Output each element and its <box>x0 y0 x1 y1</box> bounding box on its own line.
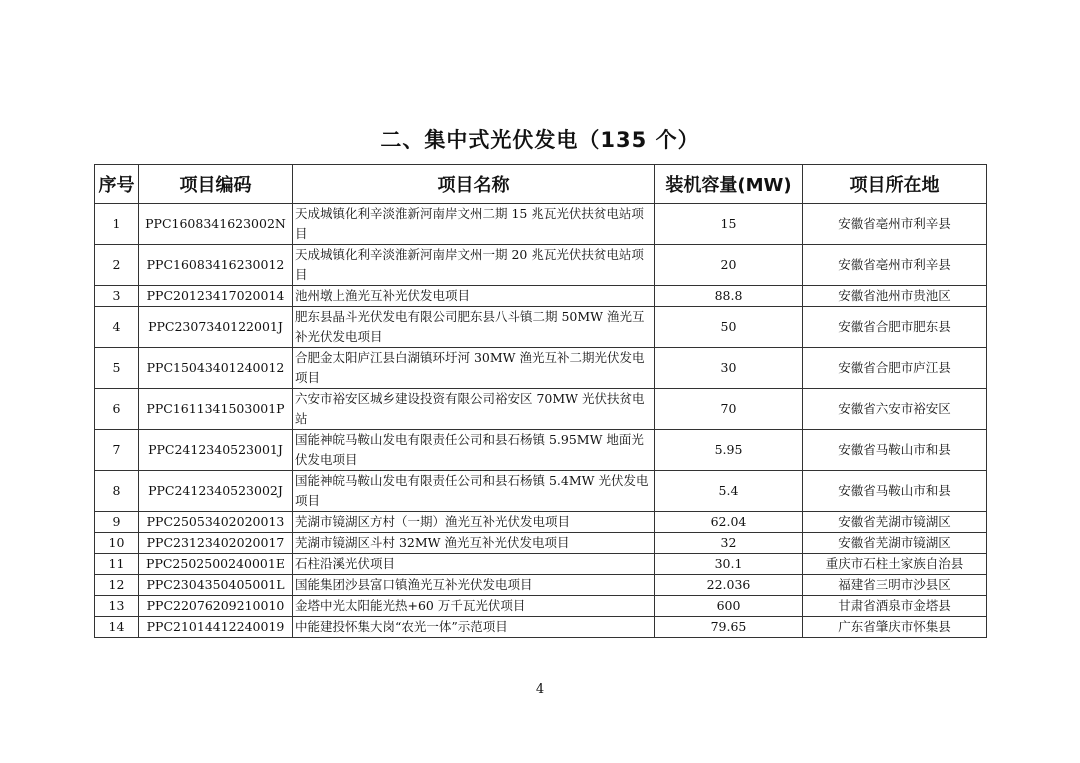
cell-name: 合肥金太阳庐江县白湖镇环圩河 30MW 渔光互补二期光伏发电项目 <box>293 348 655 389</box>
cell-code: PPC20123417020014 <box>139 286 293 307</box>
cell-name: 石柱沿溪光伏项目 <box>293 554 655 575</box>
cell-capacity: 600 <box>655 596 803 617</box>
header-capacity: 装机容量(MW) <box>655 165 803 204</box>
cell-location: 安徽省合肥市肥东县 <box>803 307 987 348</box>
cell-no: 4 <box>95 307 139 348</box>
cell-location: 安徽省六安市裕安区 <box>803 389 987 430</box>
cell-capacity: 5.4 <box>655 471 803 512</box>
cell-code: PPC1608341623002N <box>139 204 293 245</box>
cell-code: PPC2412340523002J <box>139 471 293 512</box>
cell-capacity: 30 <box>655 348 803 389</box>
cell-capacity: 30.1 <box>655 554 803 575</box>
table-row <box>95 596 987 617</box>
table-row <box>95 471 987 512</box>
cell-no: 11 <box>95 554 139 575</box>
cell-capacity: 32 <box>655 533 803 554</box>
cell-code: PPC15043401240012 <box>139 348 293 389</box>
cell-capacity: 5.95 <box>655 430 803 471</box>
cell-capacity: 79.65 <box>655 617 803 638</box>
table-row <box>95 389 987 430</box>
cell-no: 7 <box>95 430 139 471</box>
cell-capacity: 88.8 <box>655 286 803 307</box>
cell-no: 2 <box>95 245 139 286</box>
cell-location: 安徽省马鞍山市和县 <box>803 430 987 471</box>
cell-no: 9 <box>95 512 139 533</box>
cell-capacity: 50 <box>655 307 803 348</box>
cell-name: 金塔中光太阳能光热+60 万千瓦光伏项目 <box>293 596 655 617</box>
table-row <box>95 307 987 348</box>
cell-capacity: 20 <box>655 245 803 286</box>
header-no: 序号 <box>95 165 139 204</box>
cell-name: 国能集团沙县富口镇渔光互补光伏发电项目 <box>293 575 655 596</box>
cell-no: 12 <box>95 575 139 596</box>
cell-location: 福建省三明市沙县区 <box>803 575 987 596</box>
table-row <box>95 348 987 389</box>
cell-name: 国能神皖马鞍山发电有限责任公司和县石杨镇 5.4MW 光伏发电项目 <box>293 471 655 512</box>
page-number: 4 <box>535 682 545 697</box>
table-row <box>95 575 987 596</box>
cell-no: 10 <box>95 533 139 554</box>
cell-no: 8 <box>95 471 139 512</box>
cell-capacity: 62.04 <box>655 512 803 533</box>
cell-code: PPC16083416230012 <box>139 245 293 286</box>
cell-no: 6 <box>95 389 139 430</box>
table-row <box>95 617 987 638</box>
cell-no: 5 <box>95 348 139 389</box>
cell-name: 肥东县晶斗光伏发电有限公司肥东县八斗镇二期 50MW 渔光互补光伏发电项目 <box>293 307 655 348</box>
cell-code: PPC25053402020013 <box>139 512 293 533</box>
cell-code: PPC23123402020017 <box>139 533 293 554</box>
header-name: 项目名称 <box>293 165 655 204</box>
cell-location: 安徽省马鞍山市和县 <box>803 471 987 512</box>
cell-location: 安徽省亳州市利辛县 <box>803 245 987 286</box>
cell-location: 安徽省合肥市庐江县 <box>803 348 987 389</box>
cell-code: PPC2502500240001E <box>139 554 293 575</box>
cell-code: PPC21014412240019 <box>139 617 293 638</box>
cell-location: 安徽省池州市贵池区 <box>803 286 987 307</box>
cell-location: 安徽省芜湖市镜湖区 <box>803 533 987 554</box>
table-row <box>95 533 987 554</box>
cell-location: 重庆市石柱土家族自治县 <box>803 554 987 575</box>
header-location: 项目所在地 <box>803 165 987 204</box>
cell-no: 14 <box>95 617 139 638</box>
table-row <box>95 512 987 533</box>
cell-name: 六安市裕安区城乡建设投资有限公司裕安区 70MW 光伏扶贫电站 <box>293 389 655 430</box>
cell-name: 国能神皖马鞍山发电有限责任公司和县石杨镇 5.95MW 地面光伏发电项目 <box>293 430 655 471</box>
table-row <box>95 554 987 575</box>
table-row <box>95 204 987 245</box>
table-row <box>95 245 987 286</box>
cell-code: PPC2304350405001L <box>139 575 293 596</box>
cell-capacity: 15 <box>655 204 803 245</box>
cell-no: 1 <box>95 204 139 245</box>
cell-name: 芜湖市镜湖区方村（一期）渔光互补光伏发电项目 <box>293 512 655 533</box>
cell-capacity: 70 <box>655 389 803 430</box>
cell-code: PPC22076209210010 <box>139 596 293 617</box>
project-table <box>94 164 987 638</box>
cell-location: 甘肃省酒泉市金塔县 <box>803 596 987 617</box>
header-code: 项目编码 <box>139 165 293 204</box>
table-row <box>95 286 987 307</box>
cell-name: 中能建投怀集大岗“农光一体”示范项目 <box>293 617 655 638</box>
cell-name: 芜湖市镜湖区斗村 32MW 渔光互补光伏发电项目 <box>293 533 655 554</box>
cell-location: 安徽省亳州市利辛县 <box>803 204 987 245</box>
cell-location: 安徽省芜湖市镜湖区 <box>803 512 987 533</box>
cell-code: PPC2412340523001J <box>139 430 293 471</box>
table-row <box>95 430 987 471</box>
cell-capacity: 22.036 <box>655 575 803 596</box>
cell-code: PPC1611341503001P <box>139 389 293 430</box>
cell-name: 池州墩上渔光互补光伏发电项目 <box>293 286 655 307</box>
cell-no: 3 <box>95 286 139 307</box>
cell-code: PPC2307340122001J <box>139 307 293 348</box>
cell-location: 广东省肇庆市怀集县 <box>803 617 987 638</box>
cell-name: 天成城镇化利辛淡淮新河南岸文州二期 15 兆瓦光伏扶贫电站项目 <box>293 204 655 245</box>
cell-name: 天成城镇化利辛淡淮新河南岸文州一期 20 兆瓦光伏扶贫电站项目 <box>293 245 655 286</box>
cell-no: 13 <box>95 596 139 617</box>
table-header-row <box>95 165 987 204</box>
page-title: 二、集中式光伏发电（135 个） <box>380 128 700 152</box>
